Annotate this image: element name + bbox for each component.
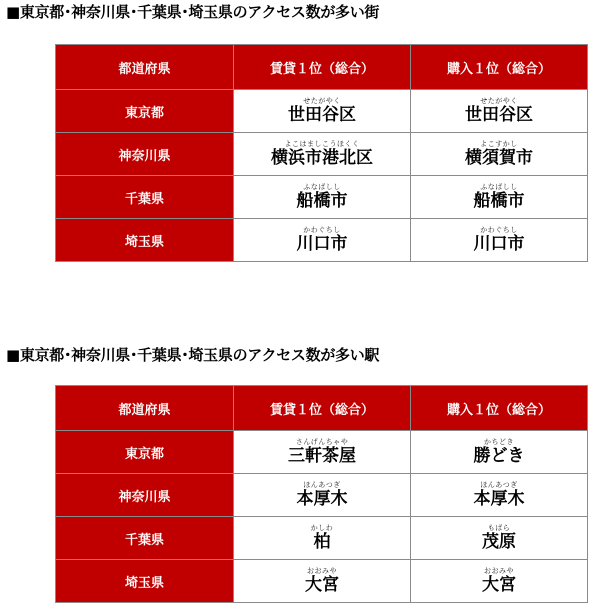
buy-cell	[411, 133, 588, 176]
prefecture-cell: 東京都	[56, 431, 234, 474]
table-row	[56, 431, 588, 474]
buy-cell	[411, 474, 588, 517]
buy-cell	[411, 90, 588, 133]
rent-cell	[234, 176, 411, 219]
buy-cell	[411, 560, 588, 603]
area-name: 川口市	[296, 234, 348, 254]
station-name: 三軒茶屋	[288, 446, 356, 466]
table-header-row	[56, 45, 588, 90]
ruby-reading: ふなばしし	[480, 183, 518, 191]
stations-table	[55, 385, 588, 603]
ruby-reading: ほんあつぎ	[303, 481, 341, 489]
station-name: 茂原	[482, 532, 516, 552]
table-row	[56, 560, 588, 603]
ruby-reading: かわぐちし	[480, 226, 518, 234]
header-rent-rank1: 賃貸１位（総合）	[234, 45, 411, 90]
area-name: 横浜市港北区	[271, 148, 373, 168]
header-rent-rank1: 賃貸１位（総合）	[234, 386, 411, 431]
rent-cell	[234, 474, 411, 517]
section-title-stations: ■東京都･神奈川県･千葉県･埼玉県のアクセス数が多い駅	[6, 346, 380, 364]
station-name: 本厚木	[296, 489, 348, 509]
ruby-reading: せたがやく	[480, 97, 518, 105]
buy-cell	[411, 431, 588, 474]
header-prefecture: 都道府県	[56, 386, 234, 431]
rent-cell	[234, 517, 411, 560]
ruby-reading: かわぐちし	[303, 226, 341, 234]
header-prefecture: 都道府県	[56, 45, 234, 90]
ruby-reading: おおみや	[484, 567, 514, 575]
area-name: 船橋市	[473, 191, 525, 211]
table-row	[56, 176, 588, 219]
buy-cell	[411, 517, 588, 560]
ruby-reading: もばら	[487, 524, 511, 532]
table-row	[56, 90, 588, 133]
prefecture-cell: 千葉県	[56, 517, 234, 560]
table-header-row	[56, 386, 588, 431]
ruby-reading: せたがやく	[303, 97, 341, 105]
towns-table	[55, 44, 588, 262]
table-row	[56, 474, 588, 517]
rent-cell	[234, 133, 411, 176]
prefecture-cell: 埼玉県	[56, 560, 234, 603]
ruby-reading: さんげんちゃや	[295, 438, 349, 446]
prefecture-cell: 神奈川県	[56, 133, 234, 176]
prefecture-cell: 埼玉県	[56, 219, 234, 262]
ruby-reading: かちどき	[484, 438, 514, 446]
ruby-reading: よこはましこうほくく	[284, 140, 360, 148]
area-name: 世田谷区	[465, 105, 533, 125]
station-name: 大宮	[482, 575, 516, 595]
table-row	[56, 219, 588, 262]
station-name: 柏	[313, 532, 331, 552]
table-row	[56, 133, 588, 176]
ruby-reading: ほんあつぎ	[480, 481, 518, 489]
prefecture-cell: 千葉県	[56, 176, 234, 219]
table-row	[56, 517, 588, 560]
ruby-reading: よこすかし	[480, 140, 518, 148]
area-name: 船橋市	[296, 191, 348, 211]
ruby-reading: ふなばしし	[303, 183, 341, 191]
area-name: 川口市	[473, 234, 525, 254]
area-name: 世田谷区	[288, 105, 356, 125]
section-title-towns: ■東京都･神奈川県･千葉県･埼玉県のアクセス数が多い街	[6, 3, 380, 21]
prefecture-cell: 東京都	[56, 90, 234, 133]
rent-cell	[234, 219, 411, 262]
ruby-reading: かしわ	[310, 524, 334, 532]
header-buy-rank1: 購入１位（総合）	[411, 386, 588, 431]
rent-cell	[234, 560, 411, 603]
ruby-reading: おおみや	[307, 567, 337, 575]
rent-cell	[234, 90, 411, 133]
rent-cell	[234, 431, 411, 474]
station-name: 本厚木	[473, 489, 525, 509]
header-buy-rank1: 購入１位（総合）	[411, 45, 588, 90]
area-name: 横須賀市	[465, 148, 533, 168]
station-name: 大宮	[305, 575, 339, 595]
station-name: 勝どき	[473, 446, 525, 466]
prefecture-cell: 神奈川県	[56, 474, 234, 517]
buy-cell	[411, 176, 588, 219]
buy-cell	[411, 219, 588, 262]
